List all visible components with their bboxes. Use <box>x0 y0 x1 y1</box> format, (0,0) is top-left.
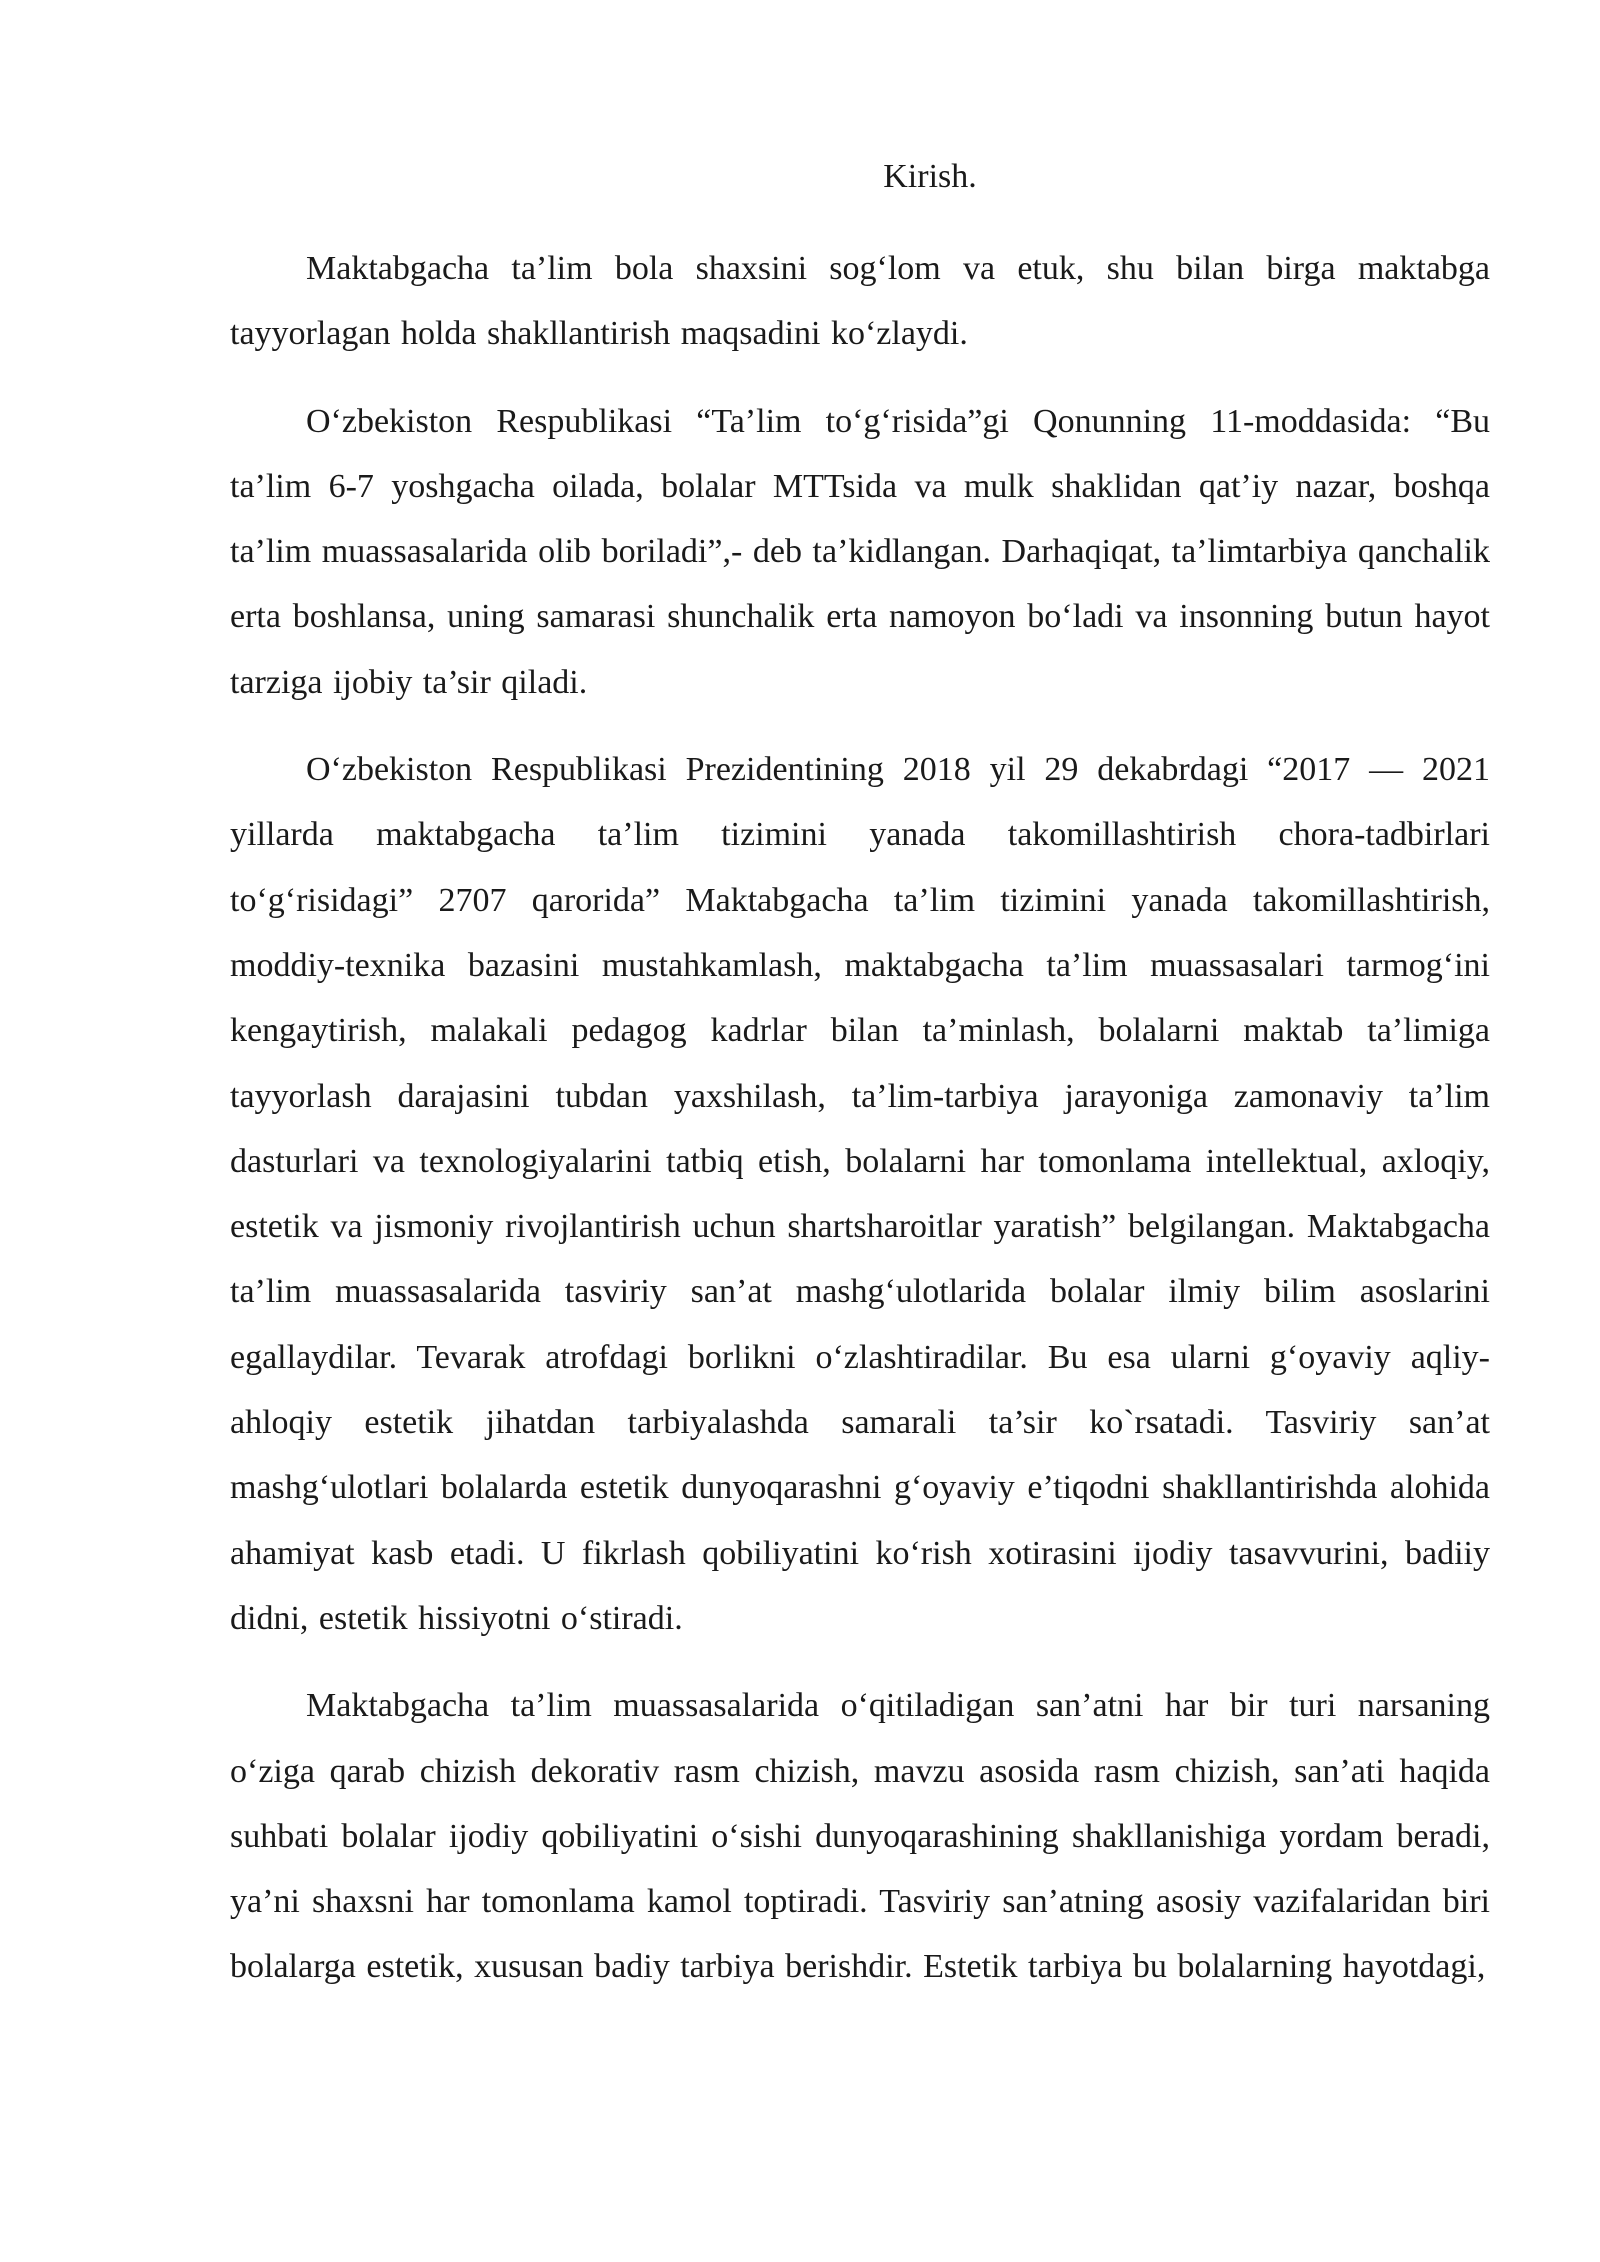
paragraph-4: Maktabgacha ta’lim muassasalarida o‘qitiladigan san’atni har bir turi narsaning o‘ziga qarab chizish dekorativ rasm chizish, mavzu asosida rasm chizish, san’ati haqida suhbati bolalar ijodiy qobiliyatini o‘sishi dunyoqarashining shakllanishiga yordam beradi, ya’ni shaxsni har tomonlama kamol toptiradi. Tasviriy san’atning asosiy vazifalaridan biri bolalarga estetik, xususan badiy tarbiya berishdir. Estetik tarbiya bu bolalarning hayotdagi, <box>230 1687 1490 1986</box>
document-body <box>230 150 1490 2022</box>
paragraph-1: Maktabgacha ta’lim bola shaxsini sog‘lom va etuk, shu bilan birga maktabga tayyorlagan holda shakllantirish maqsadini ko‘zlaydi. <box>230 250 1490 353</box>
document-title: Kirish. <box>883 158 977 195</box>
paragraph-2: O‘zbekiston Respublikasi “Ta’lim to‘g‘risida”gi Qonunning 11-moddasida: “Bu ta’lim 6-7 yoshgacha oilada, bolalar MTTsida va mulk shaklidan qat’iy nazar, boshqa ta’lim muassasalarida olib boriladi”,- deb ta’kidlangan. Darhaqiqat, ta’limtarbiya qanchalik erta boshlansa, uning samarasi shunchalik erta namoyon bo‘ladi va insonning butun hayot tarziga ijobiy ta’sir qiladi. <box>230 402 1490 701</box>
paragraph-3: O‘zbekiston Respublikasi Prezidentining 2018 yil 29 dekabrdagi “2017 — 2021 yillarda maktabgacha ta’lim tizimini yanada takomillashtirish chora-tadbirlari to‘g‘risidagi” 2707 qarorida” Maktabgacha ta’lim tizimini yanada takomillashtirish, moddiy-texnika bazasini mustahkamlash, maktabgacha ta’lim muassasalari tarmog‘ini kengaytirish, malakali pedagog kadrlar bilan ta’minlash, bolalarni maktab ta’limiga tayyorlash darajasini tubdan yaxshilash, ta’lim-tarbiya jarayoniga zamonaviy ta’lim dasturlari va texnologiyalarini tatbiq etish, bolalarni har tomonlama intellektual, axloqiy, estetik va jismoniy rivojlantirish uchun shartsharoitlar yaratish” belgilangan. Maktabgacha ta’lim muassasalarida tasviriy san’at mashg‘ulotlarida bolalar ilmiy bilim asoslarini egallaydilar. Tevarak atrofdagi borlikni o‘zlashtiradilar. Bu esa ularni g‘oyaviy aqliy-ahloqiy estetik jihatdan tarbiyalashda samarali ta’sir ko`rsatadi. Tasviriy san’at mashg‘ulotlari bolalarda estetik dunyoqarashni g‘oyaviy e’tiqodni shakllantirishda alohida ahamiyat kasb etadi. U fikrlash qobiliyatini ko‘rish xotirasini ijodiy tasavvurini, badiiy didni, estetik hissiyotni o‘stiradi. <box>230 751 1490 1637</box>
